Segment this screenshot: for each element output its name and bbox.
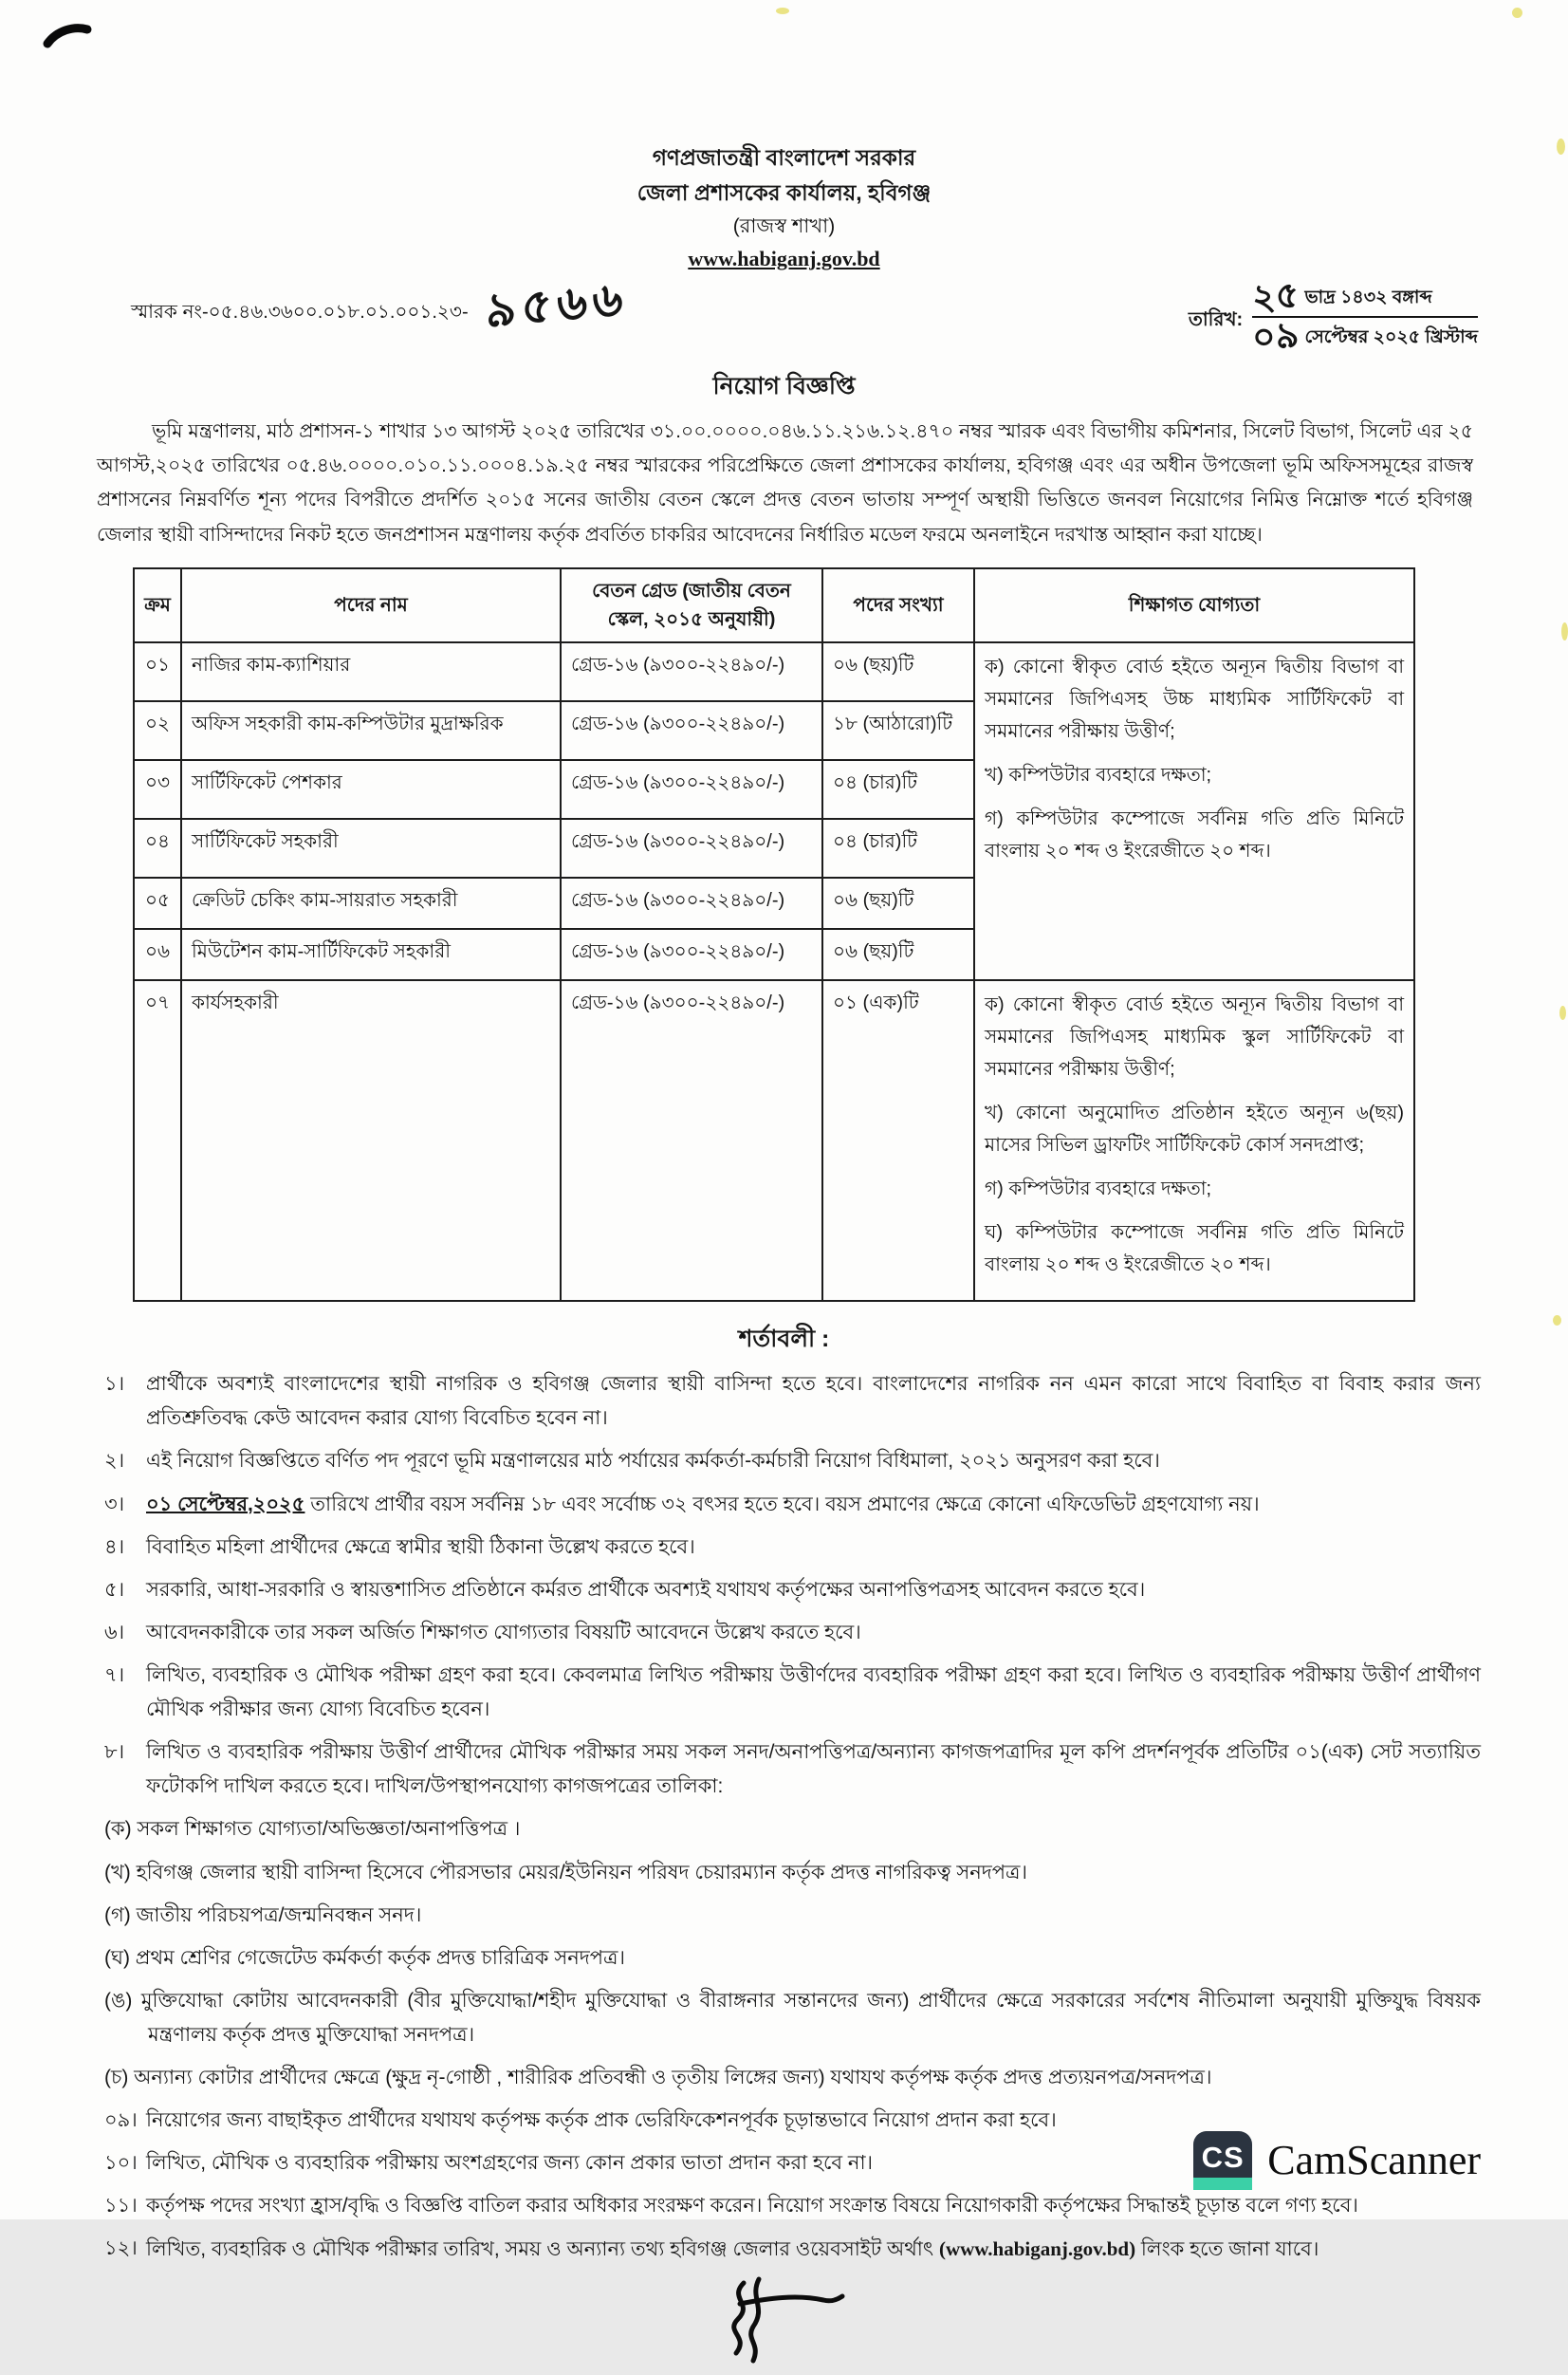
website-link-text: (www.habiganj.gov.bd) [938, 2237, 1136, 2261]
condition-item: ০৯। নিয়োগের জন্য বাছাইকৃত প্রার্থীদের যথাযথ কর্তৃপক্ষ কর্তৃক প্রাক ভেরিফিকেশনপূর্বক চূড়ান্তভাবে নিয়োগ প্রদান করা হবে। [104, 2109, 1057, 2132]
camscanner-icon: CS [1193, 2131, 1252, 2190]
condition-item: ২। এই নিয়োগ বিজ্ঞপ্তিতে বর্ণিত পদ পূরণে ভূমি মন্ত্রণালয়ের মাঠ পর্যায়ের কর্মকর্তা-কর্মচারী নিয়োগ বিধিমালা, ২০২১ অনুসরণ করা হবে। [104, 1450, 1160, 1473]
condition-item: ৬। আবেদনকারীকে তার সকল অর্জিত শিক্ষাগত যোগ্যতার বিষয়টি আবেদনে উল্লেখ করতে হবে। [104, 1621, 861, 1643]
bangla-day-handwritten: ২৫ [1250, 275, 1301, 320]
table-row: ০৭ কার্যসহকারী গ্রেড-১৬ (৯৩০০-২২৪৯০/-) ০১ (এক)টি ক) কোনো স্বীকৃত বোর্ড হইতে অন্যূন দ্বিতীয় বিভাগ বা সমমানের জিপিএসহ মাধ্যমিক স্কুল সার্টিফিকেট বা সমমানের পরীক্ষায় উত্তীর্ণ; খ) কোনো অনুমোদিত প্রতিষ্ঠান হইতে অন্যূন ৬(ছয়) মাসের সিভিল ড্রাফটিং সার্টিফিকেট কোর্স সনদপ্রাপ্ত; গ) কম্পিউটার ব্যবহারে দক্ষতা; ঘ) কম্পিউটার কম্পোজে সর্বনিম্ন গতি প্রতি মিনিটে বাংলায় ২০ শব্দ ও ইংরেজীতে ২০ শব্দ। [134, 980, 1414, 1301]
table-row: ০২ অফিস সহকারী কাম-কম্পিউটার মুদ্রাক্ষরিক গ্রেড-১৬ (৯৩০০-২২৪৯০/-) ১৮ (আঠারো)টি [134, 701, 1414, 760]
qualification-group-cell: ক) কোনো স্বীকৃত বোর্ড হইতে অন্যূন দ্বিতীয় বিভাগ বা সমমানের জিপিএসহ উচ্চ মাধ্যমিক সার্টিফিকেট বা সমমানের পরীক্ষায় উত্তীর্ণ; খ) কম্পিউটার ব্যবহারে দক্ষতা; গ) কম্পিউটার কম্পোজে সর্বনিম্ন গতি প্রতি মিনিটে বাংলায় ২০ শব্দ ও ইংরেজীতে ২০ শব্দ। [974, 642, 1414, 980]
memo-date-row [131, 271, 1478, 359]
vacancy-table [133, 567, 1415, 1302]
conditions-heading: শর্তাবলী : [738, 1326, 830, 1353]
website-url: www.habiganj.gov.bd [688, 247, 880, 271]
table-row: ০১ নাজির কাম-ক্যাশিয়ার গ্রেড-১৬ (৯৩০০-২২৪৯০/-) ০৬ (ছয়)টি ক) কোনো স্বীকৃত বোর্ড হইতে অন্যূন দ্বিতীয় বিভাগ বা সমমানের জিপিএসহ উচ্চ মাধ্যমিক সার্টিফিকেট বা সমমানের পরীক্ষায় উত্তীর্ণ; খ) কম্পিউটার ব্যবহারে দক্ষতা; গ) কম্পিউটার কম্পোজে সর্বনিম্ন গতি প্রতি মিনিটে বাংলায় ২০ শব্দ ও ইংরেজীতে ২০ শব্দ। [134, 642, 1414, 701]
condition-item: ১২। লিখিত, ব্যবহারিক ও মৌখিক পরীক্ষার তারিখ, সময় ও অন্যান্য তথ্য হবিগঞ্জ জেলার ওয়েবসাইট অর্থাৎ (www.habiganj.gov.bd) লিংক হতে জানা যাবে। [104, 2237, 1319, 2261]
date-label: তারিখ: [1188, 308, 1244, 330]
document-list-item: (ঙ) মুক্তিযোদ্ধা কোটায় আবেদনকারী (বীর মুক্তিযোদ্ধা/শহীদ মুক্তিযোদ্ধা ও বীরাঙ্গনার সন্তানদের জন্য) প্রার্থীদের ক্ষেত্রে সরকারের সর্বশেষ নীতিমালা অনুযায়ী মুক্তিযুদ্ধ বিষয়ক মন্ত্রণালয় কর্তৃক প্রদত্ত মুক্তিযোদ্ধা সনদপত্র। [104, 1989, 1481, 2046]
bangla-date: ২৫ ভাদ্র ১৪৩২ বঙ্গাব্দ [1252, 281, 1478, 317]
page-title: নিয়োগ বিজ্ঞপ্তি [712, 372, 856, 399]
office-name: জেলা প্রশাসকের কার্যালয়, হবিগঞ্জ [636, 179, 932, 205]
scan-speck [776, 8, 789, 14]
condition-item: ১১। কর্তৃপক্ষ পদের সংখ্যা হ্রাস/বৃদ্ধি ও বিজ্ঞপ্তি বাতিল করার অধিকার সংরক্ষণ করেন। নিয়োগ সংক্রান্ত বিষয়ে নিয়োগকারী কর্তৃপক্ষের সিদ্ধান্তই চূড়ান্ত বলে গণ্য হবে। [104, 2195, 1358, 2217]
table-row: ০৪ সার্টিফিকেট সহকারী গ্রেড-১৬ (৯৩০০-২২৪৯০/-) ০৪ (চার)টি [134, 819, 1414, 878]
table-header-row [134, 568, 1414, 642]
document-list-item: (চ) অন্যান্য কোটার প্রার্থীদের ক্ষেত্রে (ক্ষুদ্র নৃ-গোষ্ঠী , শারীরিক প্রতিবন্ধী ও তৃতীয় লিঙ্গের জন্য) যথাযথ কর্তৃপক্ষ কর্তৃক প্রদত্ত প্রত্যয়নপত্র/সনদপত্র। [104, 2067, 1212, 2089]
condition-item: ৪। বিবাহিত মহিলা প্রার্থীদের ক্ষেত্রে স্বামীর স্থায়ী ঠিকানা উল্লেখ করতে হবে। [104, 1535, 695, 1558]
camscanner-watermark [1193, 2128, 1481, 2193]
col-post: পদের নাম [181, 568, 561, 642]
document-list-item: (ক) সকল শিক্ষাগত যোগ্যতা/অভিজ্ঞতা/অনাপত্তিপত্র । [104, 1818, 521, 1841]
signature-scribble [702, 2275, 863, 2366]
qualification-row7-cell: ক) কোনো স্বীকৃত বোর্ড হইতে অন্যূন দ্বিতীয় বিভাগ বা সমমানের জিপিএসহ মাধ্যমিক স্কুল সার্টিফিকেট বা সমমানের পরীক্ষায় উত্তীর্ণ; খ) কোনো অনুমোদিত প্রতিষ্ঠান হইতে অন্যূন ৬(ছয়) মাসের সিভিল ড্রাফটিং সার্টিফিকেট কোর্স সনদপ্রাপ্ত; গ) কম্পিউটার ব্যবহারে দক্ষতা; ঘ) কম্পিউটার কম্পোজে সর্বনিম্ন গতি প্রতি মিনিটে বাংলায় ২০ শব্দ ও ইংরেজীতে ২০ শব্দ। [974, 980, 1414, 1301]
condition-item: ৭। লিখিত, ব্যবহারিক ও মৌখিক পরীক্ষা গ্রহণ করা হবে। কেবলমাত্র লিখিত পরীক্ষায় উত্তীর্ণদের ব্যবহারিক পরীক্ষা গ্রহণ করা হবে। লিখিত ও ব্যবহারিক পরীক্ষায় উত্তীর্ণ প্রার্থীগণ মৌখিক পরীক্ষার জন্য যোগ্য বিবেচিত হবেন। [104, 1663, 1481, 1721]
scan-speck [1561, 622, 1568, 640]
col-serial: ক্রম [134, 568, 181, 642]
scan-speck [1557, 139, 1565, 155]
scan-speck [1512, 8, 1522, 18]
condition-item: ১। প্রার্থীকে অবশ্যই বাংলাদেশের স্থায়ী নাগরিক ও হবিগঞ্জ জেলার স্থায়ী বাসিন্দা হতে হবে। বাংলাদেশের নাগরিক নন এমন কারো সাথে বিবাহিত বা বিবাহ করার জন্য প্রতিশ্রুতিবদ্ধ কেউ আবেদন করার যোগ্য বিবেচিত হবেন না। [104, 1373, 1481, 1430]
col-count: পদের সংখ্যা [822, 568, 974, 642]
col-qualification: শিক্ষাগত যোগ্যতা [974, 568, 1414, 642]
letterhead [0, 0, 1568, 275]
scan-speck [1559, 1006, 1566, 1020]
date-stack [1250, 275, 1478, 359]
document-list-item: (ঘ) প্রথম শ্রেণির গেজেটেড কর্মকর্তা কর্তৃক প্রদত্ত চারিত্রিক সনদপত্র। [104, 1946, 625, 1969]
condition-item: ৩। ০১ সেপ্টেম্বর,২০২৫ তারিখে প্রার্থীর বয়স সর্বনিম্ন ১৮ এবং সর্বোচ্চ ৩২ বৎসর হতে হবে। বয়স প্রমাণের ক্ষেত্রে কোনো এফিডেভিট গ্রহণযোগ্য নয়। [104, 1493, 1260, 1515]
camscanner-brand-text: CamScanner [1267, 2136, 1481, 2183]
condition-item: ১০। লিখিত, মৌখিক ও ব্যবহারিক পরীক্ষায় অংশগ্রহণের জন্য কোন প্রকার ভাতা প্রদান করা হবে না। [104, 2152, 874, 2175]
memo-number-block [131, 271, 628, 339]
government-name: গণপ্রজাতন্ত্রী বাংলাদেশ সরকার [652, 145, 916, 170]
table-row: ০৩ সার্টিফিকেট পেশকার গ্রেড-১৬ (৯৩০০-২২৪৯০/-) ০৪ (চার)টি [134, 760, 1414, 819]
condition-item: ৮। লিখিত ও ব্যবহারিক পরীক্ষায় উত্তীর্ণ প্রার্থীদের মৌখিক পরীক্ষার সময় সকল সনদ/অনাপত্তিপত্র/অন্যান্য কাগজপত্রাদির মূল কপি প্রদর্শনপূর্বক প্রতিটির ০১(এক) সেট সত্যায়িত ফটোকপি দাখিল করতে হবে। দাখিল/উপস্থাপনযোগ্য কাগজপত্রের তালিকা: [104, 1741, 1481, 1798]
document-list-item: (গ) জাতীয় পরিচয়পত্র/জন্মনিবন্ধন সনদ। [104, 1903, 422, 1926]
table-row: ০৬ মিউটেশন কাম-সার্টিফিকেট সহকারী গ্রেড-১৬ (৯৩০০-২২৪৯০/-) ০৬ (ছয়)টি [134, 929, 1414, 980]
gregorian-day-handwritten: ০৯ [1250, 314, 1301, 359]
document-list-item: (খ) হবিগঞ্জ জেলার স্থায়ী বাসিন্দা হিসেবে পৌরসভার মেয়র/ইউনিয়ন পরিষদ চেয়ারম্যান কর্তৃক প্রদত্ত নাগরিকত্ব সনদপত্র। [104, 1861, 1028, 1883]
gregorian-date: ০৯ সেপ্টেম্বর ২০২৫ খ্রিস্টাব্দ [1250, 314, 1478, 359]
branch-name: (রাজস্ব শাখা) [732, 214, 836, 237]
camscanner-icon-strip [1193, 2178, 1252, 2190]
memo-number-label: স্মারক নং-০৫.৪৬.৩৬০০.০১৮.০১.০০১.২৩- [131, 302, 469, 324]
condition-item: ৫। সরকারি, আধা-সরকারি ও স্বায়ত্তশাসিত প্রতিষ্ঠানে কর্মরত প্রার্থীকে অবশ্যই যথাযথ কর্তৃপক্ষের অনাপত্তিপত্রসহ আবেদন করতে হবে। [104, 1578, 1146, 1601]
date-block [1188, 275, 1478, 359]
pen-mark-artifact [42, 19, 99, 57]
memo-number-handwritten: ৯৫৬৬ [485, 271, 628, 339]
scan-speck [1553, 1315, 1561, 1326]
col-grade: বেতন গ্রেড (জাতীয় বেতন স্কেল, ২০১৫ অনুযায়ী) [561, 568, 822, 642]
underlined-date: ০১ সেপ্টেম্বর,২০২৫ [146, 1493, 305, 1515]
intro-paragraph: ভূমি মন্ত্রণালয়, মাঠ প্রশাসন-১ শাখার ১৩ আগস্ট ২০২৫ তারিখের ৩১.০০.০০০০.০৪৬.১১.২১৬.১২.৪৭০ নম্বর স্মারক এবং বিভাগীয় কমিশনার, সিলেট বিভাগ, সিলেট এর ২৫ আগস্ট,২০২৫ তারিখের ০৫.৪৬.০০০০.০১০.১১.০০০৪.১৯.২৫ নম্বর স্মারকের পরিপ্রেক্ষিতে জেলা প্রশাসকের কার্যালয়, হবিগঞ্জ এবং এর অধীন উপজেলা ভূমি অফিসসমূহের রাজস্ব প্রশাসনের নিম্নবর্ণিত শূন্য পদের বিপরীতে প্রদর্শিত ২০১৫ সনের জাতীয় বেতন স্কেলে প্রদত্ত বেতন ভাতায় সম্পূর্ণ অস্থায়ী ভিত্তিতে জনবল নিয়োগের নিমিত্ত নিম্নোক্ত শর্তে হবিগঞ্জ জেলার স্থায়ী বাসিন্দাদের নিকট হতে জনপ্রশাসন মন্ত্রণালয় কর্তৃক প্রবর্তিত চাকরির আবেদনের নির্ধারিত মডেল ফরমে অনলাইনে দরখাস্ত আহ্বান করা যাচ্ছে। [97, 419, 1473, 546]
table-row: ০৫ ক্রেডিট চেকিং কাম-সায়রাত সহকারী গ্রেড-১৬ (৯৩০০-২২৪৯০/-) ০৬ (ছয়)টি [134, 878, 1414, 929]
